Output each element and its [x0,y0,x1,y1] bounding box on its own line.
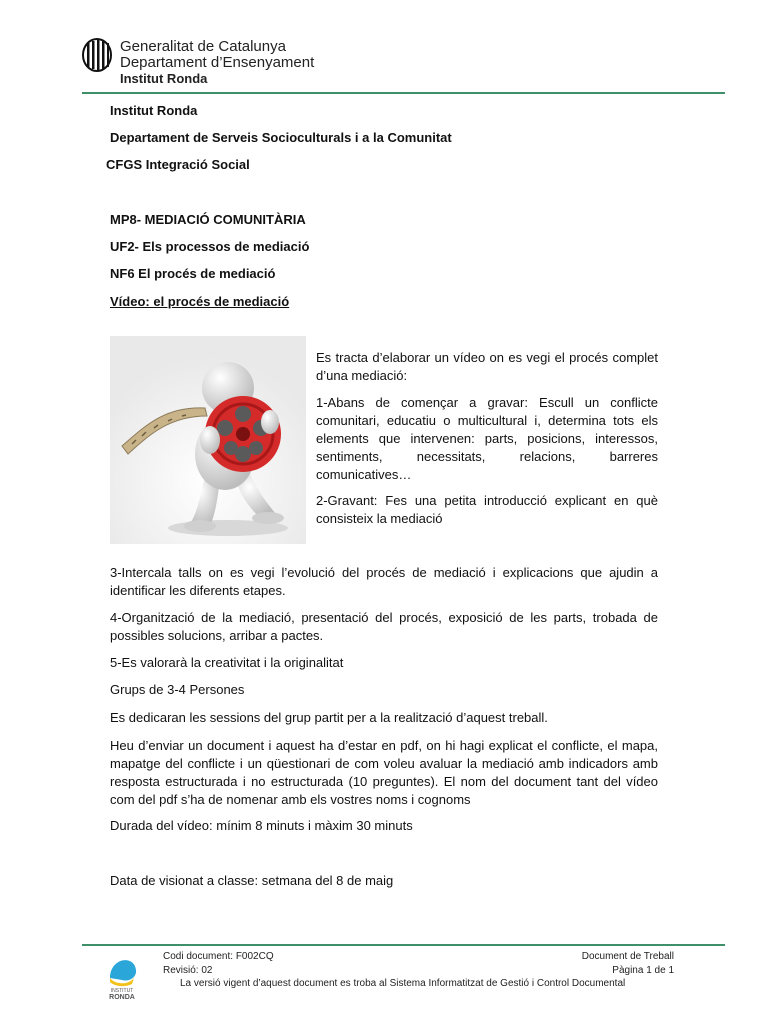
body-groups: Grups de 3-4 Persones [110,682,245,697]
generalitat-logo-icon [82,38,112,72]
film-reel-figure-illustration [110,336,306,544]
body-sessions: Es dedicaran les sessions del grup partit per a la realització d’aquest treball. [110,710,548,725]
footer-doc-type: Document de Treball [581,951,674,962]
header-org-line3: Institut Ronda [120,71,208,86]
right-col-step1: 1-Abans de començar a gravar: Escull un conflicte comunitari, educatiu o multicultural i, determina tots els elements que intervenen: parts, posicions, interessos, sentiments, necessitats, relacions, barreres comunicatives… [316,395,658,482]
intro-course: CFGS Integració Social [106,157,250,172]
footer-version-note: La versió vigent d’aquest document es troba al Sistema Informatitzat de Gestió i Control Documental [180,978,626,989]
header-org-line1: Generalitat de Catalunya [120,38,286,55]
header-org-line2: Departament d’Ensenyament [120,54,315,71]
body-step3: 3-Intercala talls on es vegi l’evolució del procés de mediació i explicacions que ajudin a identificar les diferents etapes. [110,565,658,598]
body-step5: 5-Es valorarà la creativitat i la originalitat [110,655,344,670]
body-duration: Durada del vídeo: mínim 8 minuts i màxim 30 minuts [110,818,413,833]
logo-text-institut: INSTITUT [110,988,134,994]
module-nf: NF6 El procés de mediació [110,266,276,281]
body-viewing-date: Data de visionat a classe: setmana del 8 de maig [110,873,394,888]
intro-department: Departament de Serveis Socioculturals i a la Comunitat [110,130,452,145]
module-mp: MP8- MEDIACIÓ COMUNITÀRIA [110,212,306,227]
footer-page-number: Pàgina 1 de 1 [612,965,674,976]
right-col-step2: 2-Gravant: Fes una petita introducció explicant en què consisteix la mediació [316,493,658,526]
footer-revision: Revisió: 02 [163,965,213,976]
intro-institute: Institut Ronda [110,103,198,118]
module-uf: UF2- Els processos de mediació [110,239,310,254]
footer-rule [82,944,725,946]
body-pdf-instructions: Heu d’enviar un document i aquest ha d’estar en pdf, on hi hagi explicat el conflicte, el mapa, mapatge del conflicte i un qüestionari de com voleu avaluar la mediació amb indicadors amb resposta estructurada i no estructurada (10 preguntes). El nom del document tant del vídeo com del pdf s’ha de nomenar amb els vostres noms i cognoms [110,738,658,807]
video-title: Vídeo: el procés de mediació [110,294,290,309]
institut-ronda-logo-icon [104,948,140,1000]
footer-doc-code: Codi document: F002CQ [163,951,274,962]
header-rule [82,92,725,94]
logo-text-ronda: RONDA [109,994,135,1000]
body-step4: 4-Organització de la mediació, presentació del procés, exposició de les parts, trobada de possibles solucions, arribar a pactes. [110,610,658,643]
right-col-intro: Es tracta d’elaborar un vídeo on es vegi el procés complet d’una mediació: [316,350,658,383]
